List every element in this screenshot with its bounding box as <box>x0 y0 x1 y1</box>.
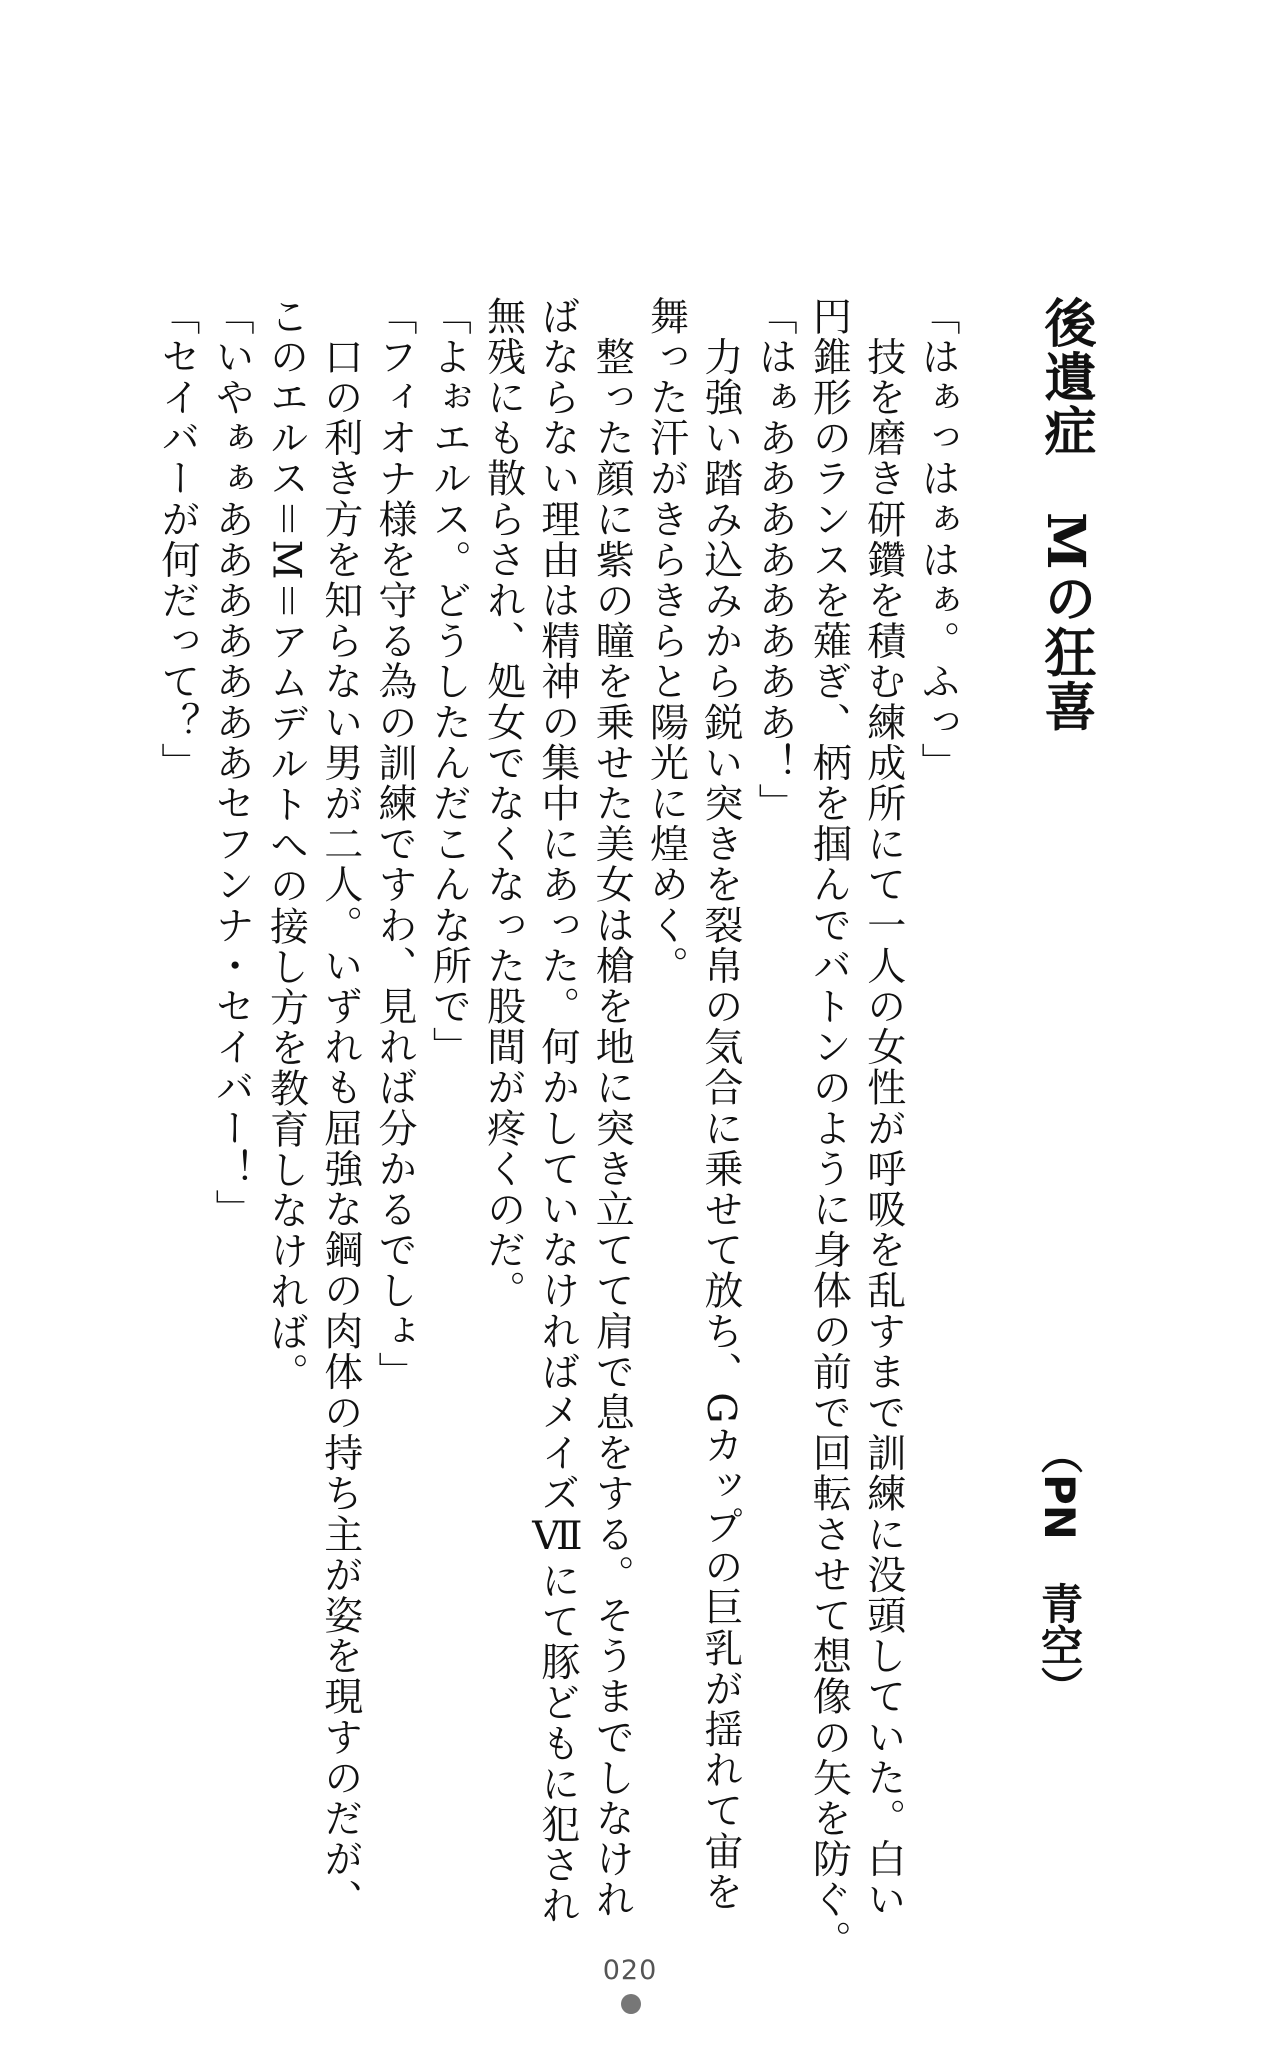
text-line: 整った顔に紫の瞳を乗せた美女は槍を地に突き立てて肩で息をする。そうまでしなけれ <box>589 296 635 1920</box>
text-line: 「はぁっはぁはぁ。ふっ」 <box>915 296 960 784</box>
body-text <box>150 296 964 1961</box>
page-marker-dot <box>621 1994 641 2014</box>
text-line: 「はぁああああああああ！」 <box>752 296 798 824</box>
text-line: 無残にも散らされ、処女でなくなった股間が疼くのだ。 <box>480 296 526 1311</box>
text-line: 「よぉエルス。どうしたんだこんな所で」 <box>426 296 472 1068</box>
author-pen-name: （PN 青空） <box>1035 1432 1084 1708</box>
page-number: 020 <box>602 1955 658 1986</box>
text-line: 口の利き方を知らない男が二人。いずれも屈強な鋼の肉体の持ち主が姿を現すのだが、 <box>317 296 363 1920</box>
text-line: 「いやぁぁあああああああセフンナ・セイバー！」 <box>209 296 255 1230</box>
text-line: 力強い踏み込みから鋭い突きを裂帛の気合に乗せて放ち、Gカップの巨乳が揺れて宙を <box>697 296 743 1913</box>
text-line: 技を磨き研鑽を積む練成所にて一人の女性が呼吸を乱すまで訓練に没頭していた。白い <box>860 296 906 1920</box>
text-line: 円錐形のランスを薙ぎ、柄を掴んでバトンのように身体の前で回転させて想像の矢を防ぐ。 <box>806 296 852 1961</box>
chapter-title: 後遺症 Mの狂喜 <box>1035 296 1096 734</box>
text-line: ばならない理由は精神の集中にあった。何かしていなければメイズⅦにて豚どもに犯され <box>534 296 580 1926</box>
text-line: 舞った汗がきらきらと陽光に煌めく。 <box>643 296 689 987</box>
text-line: 「セイバーが何だって？」 <box>154 296 200 784</box>
text-line: 「フィオナ様を守る為の訓練ですわ、見れば分かるでしょ」 <box>372 296 418 1393</box>
text-line: このエルス＝M＝アムデルトへの接し方を教育しなければ。 <box>263 296 309 1394</box>
